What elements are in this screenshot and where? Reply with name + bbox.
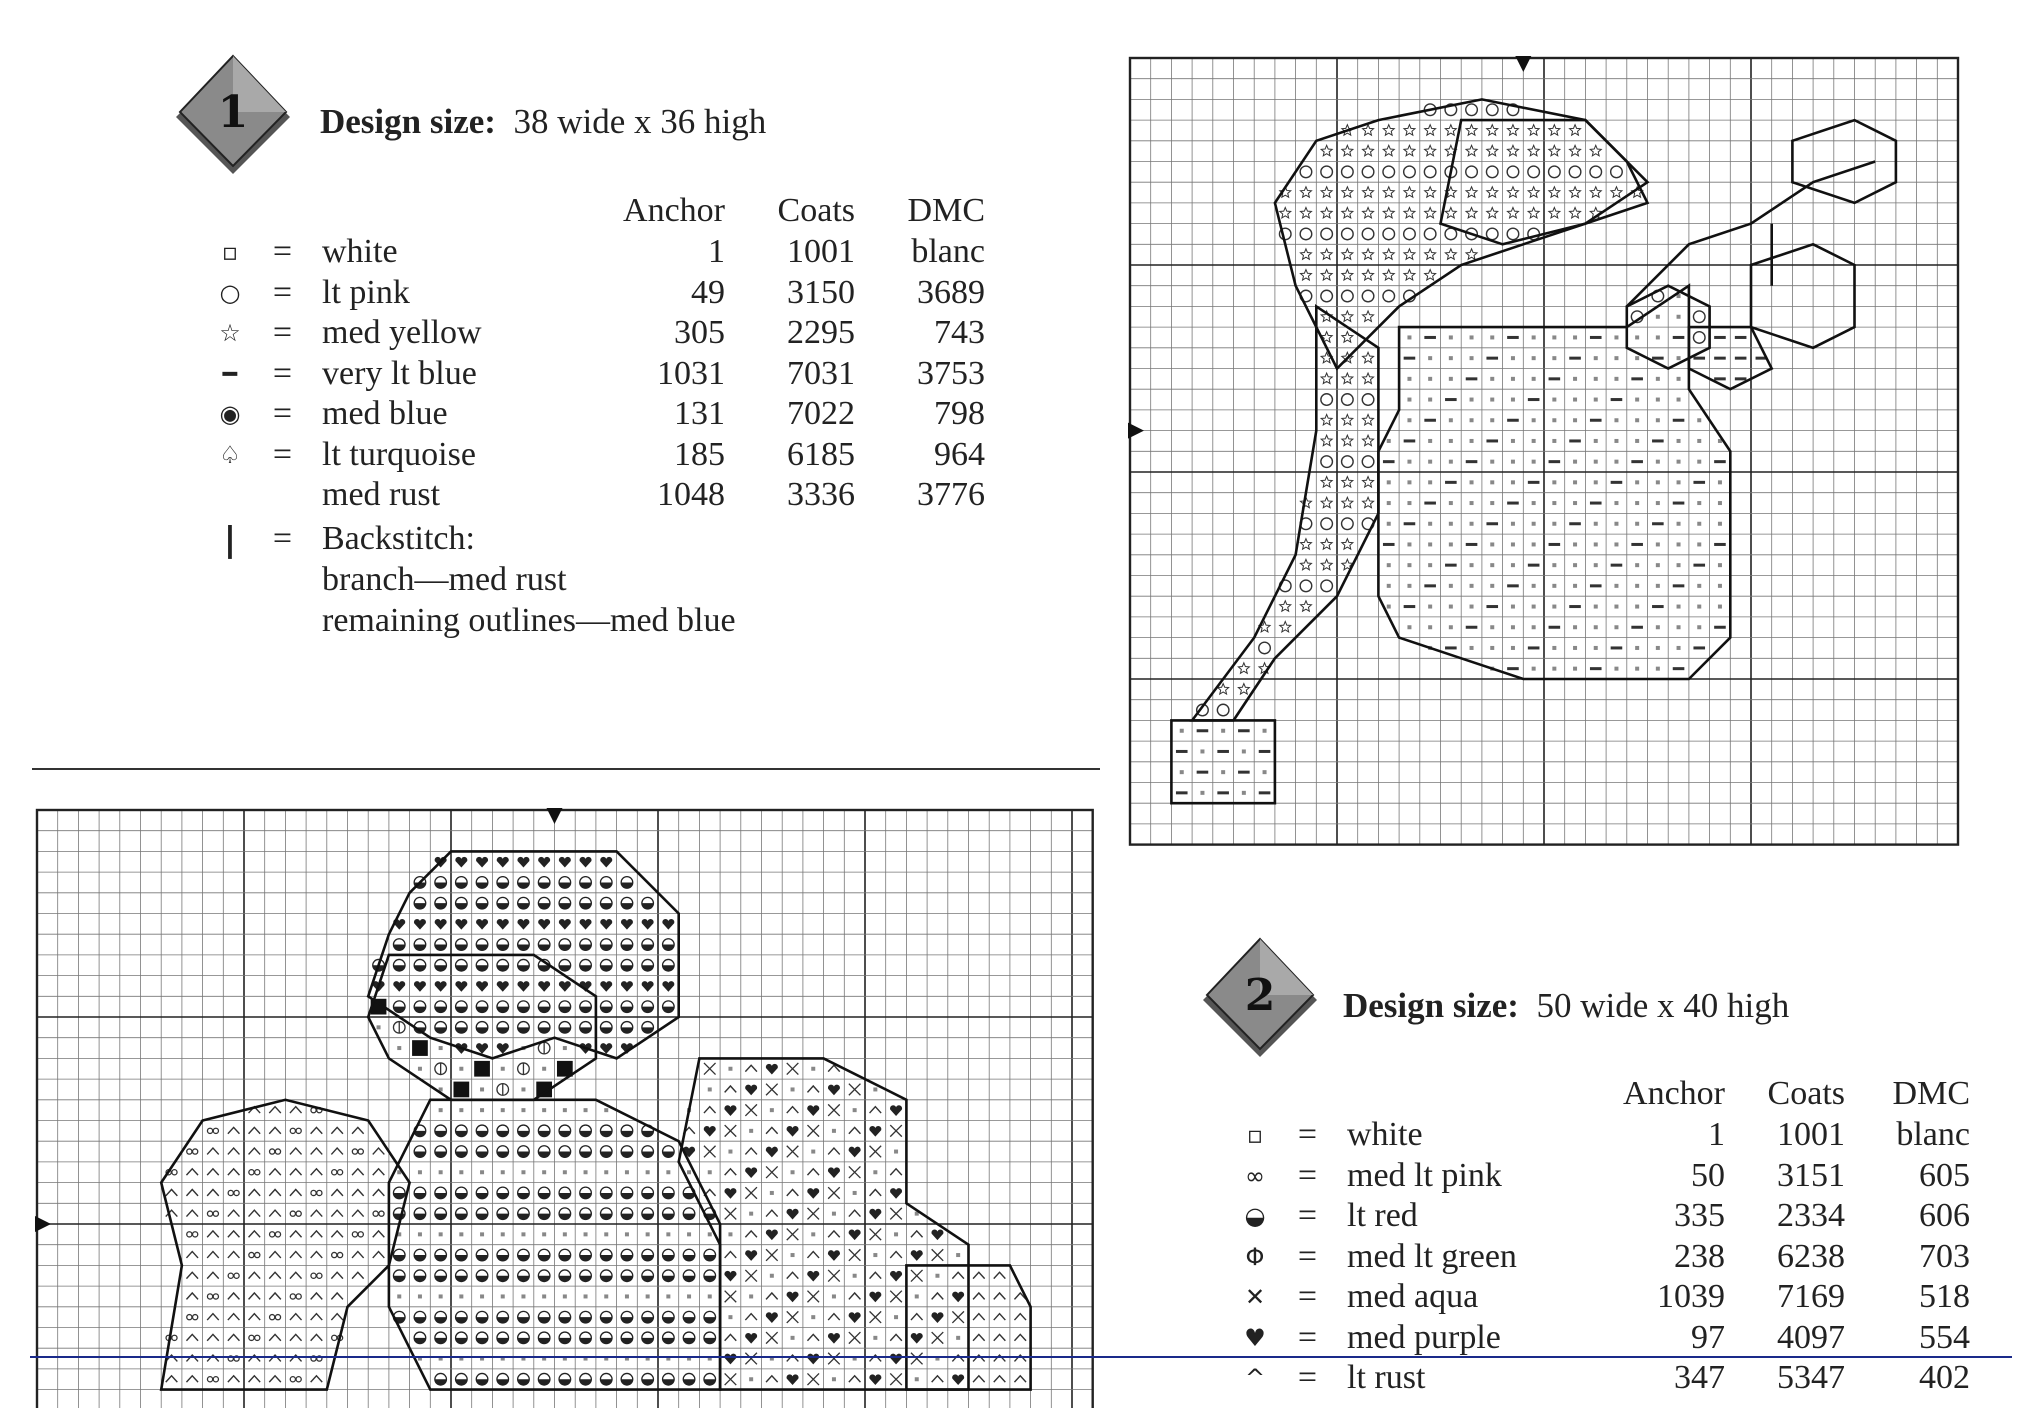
equals-sign: = [272,314,293,351]
dmc-number: 402 [1919,1359,1970,1396]
dmc-number: blanc [1896,1116,1970,1153]
column-header-dmc: DMC [1892,1075,1970,1112]
equals-sign: = [1297,1318,1318,1356]
scan-line [30,1356,2012,1358]
dmc-number: 605 [1919,1156,1970,1194]
pattern-1-chart [1128,56,1960,846]
key-row [205,354,985,395]
dmc-number: 518 [1919,1278,1970,1315]
equals-sign [255,475,310,516]
pattern-2-design-size [1343,986,1789,1026]
pattern-2-number: 2 [1244,970,1276,1021]
anchor-number: 1 [708,233,725,270]
key-row [1230,1115,1970,1156]
anchor-number: 1031 [657,354,725,392]
equals-sign: = [272,273,293,311]
pattern-1-design-size [320,102,766,142]
backstitch-line-outlines: remaining outlines—med blue [322,602,736,639]
symbol-icon: ^ [1244,1364,1266,1392]
design-size-value: 50 wide x 40 high [1536,986,1790,1025]
key-row [205,394,985,435]
column-header-anchor: Anchor [623,192,725,229]
anchor-number: 185 [674,435,725,473]
key-row [1230,1318,1970,1359]
symbol-icon: Φ [1245,1242,1265,1271]
design-size-label: Design size: [320,102,496,141]
dmc-number: 606 [1919,1197,1970,1234]
coats-number: 5347 [1777,1359,1845,1396]
equals-sign: = [1297,1156,1318,1194]
symbol-icon: ▫ [1246,1121,1264,1149]
equals-sign: = [272,395,293,432]
color-name: lt turquoise [322,435,476,473]
key-row [1230,1237,1970,1278]
pattern-1-color-key [205,190,985,516]
color-name: med blue [322,395,448,432]
color-name: med yellow [322,314,482,351]
color-name: med aqua [1347,1278,1479,1315]
design-size-value: 38 wide x 36 high [513,102,767,141]
coats-number: 4097 [1777,1318,1845,1356]
coats-number: 7031 [787,354,855,392]
coats-number: 3336 [787,476,855,513]
backstitch-symbol-icon: | [223,520,237,560]
coats-number: 1001 [1777,1116,1845,1153]
stitch-layer [1176,104,1767,795]
equals-sign: = [272,435,293,473]
dmc-number: 743 [934,314,985,351]
dmc-number: 798 [934,395,985,432]
key-row [205,475,985,516]
pattern-2-badge [1195,935,1325,1065]
color-name: lt pink [322,273,410,311]
column-header-coats: Coats [777,192,855,229]
dmc-number: 3689 [917,273,985,311]
symbol-icon: ♤ [219,440,241,469]
symbol-icon: ◒ [1244,1202,1266,1230]
coats-number: 1001 [787,233,855,270]
backstitch-label: Backstitch: [322,520,475,557]
symbol-icon: ✕ [1244,1283,1266,1311]
equals-sign: = [1297,1359,1318,1396]
symbol-icon: ∞ [1245,1161,1265,1190]
anchor-number: 1039 [1657,1278,1725,1315]
anchor-number: 1 [1708,1116,1725,1153]
coats-number: 3150 [787,273,855,311]
key-row [205,435,985,476]
coats-number: 6185 [787,435,855,473]
column-header-dmc: DMC [907,192,985,229]
key-row [1230,1277,1970,1318]
key-row [1230,1156,1970,1197]
coats-number: 7022 [787,395,855,432]
equals-sign: = [272,354,293,392]
coats-number: 3151 [1777,1156,1845,1194]
design-size-label: Design size: [1343,986,1519,1025]
symbol-icon: ○ [219,278,241,307]
anchor-number: 49 [691,273,725,311]
coats-number: 7169 [1777,1278,1845,1315]
key-header-row [205,190,985,232]
pattern-2-color-key [1230,1073,1970,1399]
column-header-coats: Coats [1767,1075,1845,1112]
equals-sign: = [272,233,293,270]
key-row [205,273,985,314]
section-divider [32,768,1100,770]
color-name: med purple [1347,1318,1501,1356]
dmc-number: 964 [934,435,985,473]
symbol-icon [205,475,255,516]
pattern-1-number: 1 [217,87,249,138]
key-row [205,232,985,273]
color-name: med rust [322,476,441,513]
anchor-number: 50 [1691,1156,1725,1194]
dmc-number: 3753 [917,354,985,392]
color-name: med lt green [1347,1237,1517,1275]
color-name: white [322,233,398,270]
coats-number: 6238 [1777,1237,1845,1275]
equals-sign: = [1297,1237,1318,1275]
symbol-icon: ━ [222,359,238,388]
coats-number: 2295 [787,314,855,351]
anchor-number: 97 [1691,1318,1725,1356]
equals-sign: = [1297,1116,1318,1153]
coats-number: 2334 [1777,1197,1845,1234]
color-name: white [1347,1116,1423,1153]
anchor-number: 347 [1674,1359,1725,1396]
dmc-number: blanc [911,233,985,270]
dmc-number: 703 [1919,1237,1970,1275]
key-row [1230,1358,1970,1399]
dmc-number: 3776 [917,476,985,513]
symbol-icon: ▫ [221,238,239,266]
backstitch-equals: = [272,520,293,557]
column-header-anchor: Anchor [1623,1075,1725,1112]
equals-sign: = [1297,1278,1318,1315]
key-header-row [1230,1073,1970,1115]
anchor-number: 1048 [657,476,725,513]
dmc-number: 554 [1919,1318,1970,1356]
key-row [1230,1196,1970,1237]
color-name: lt red [1347,1197,1418,1234]
symbol-icon: ◉ [219,400,241,428]
color-name: lt rust [1347,1359,1426,1396]
symbol-icon: ♥ [1244,1323,1266,1352]
color-name: med lt pink [1347,1156,1502,1194]
equals-sign: = [1297,1197,1318,1234]
anchor-number: 335 [1674,1197,1725,1234]
color-name: very lt blue [322,354,477,392]
anchor-number: 131 [674,395,725,432]
backstitch-line-branch: branch—med rust [322,561,567,598]
pattern-1-badge [168,52,298,182]
pattern-2-chart [35,808,1105,1408]
key-row [205,313,985,354]
anchor-number: 238 [1674,1237,1725,1275]
anchor-number: 305 [674,314,725,351]
symbol-icon: ☆ [219,319,241,347]
